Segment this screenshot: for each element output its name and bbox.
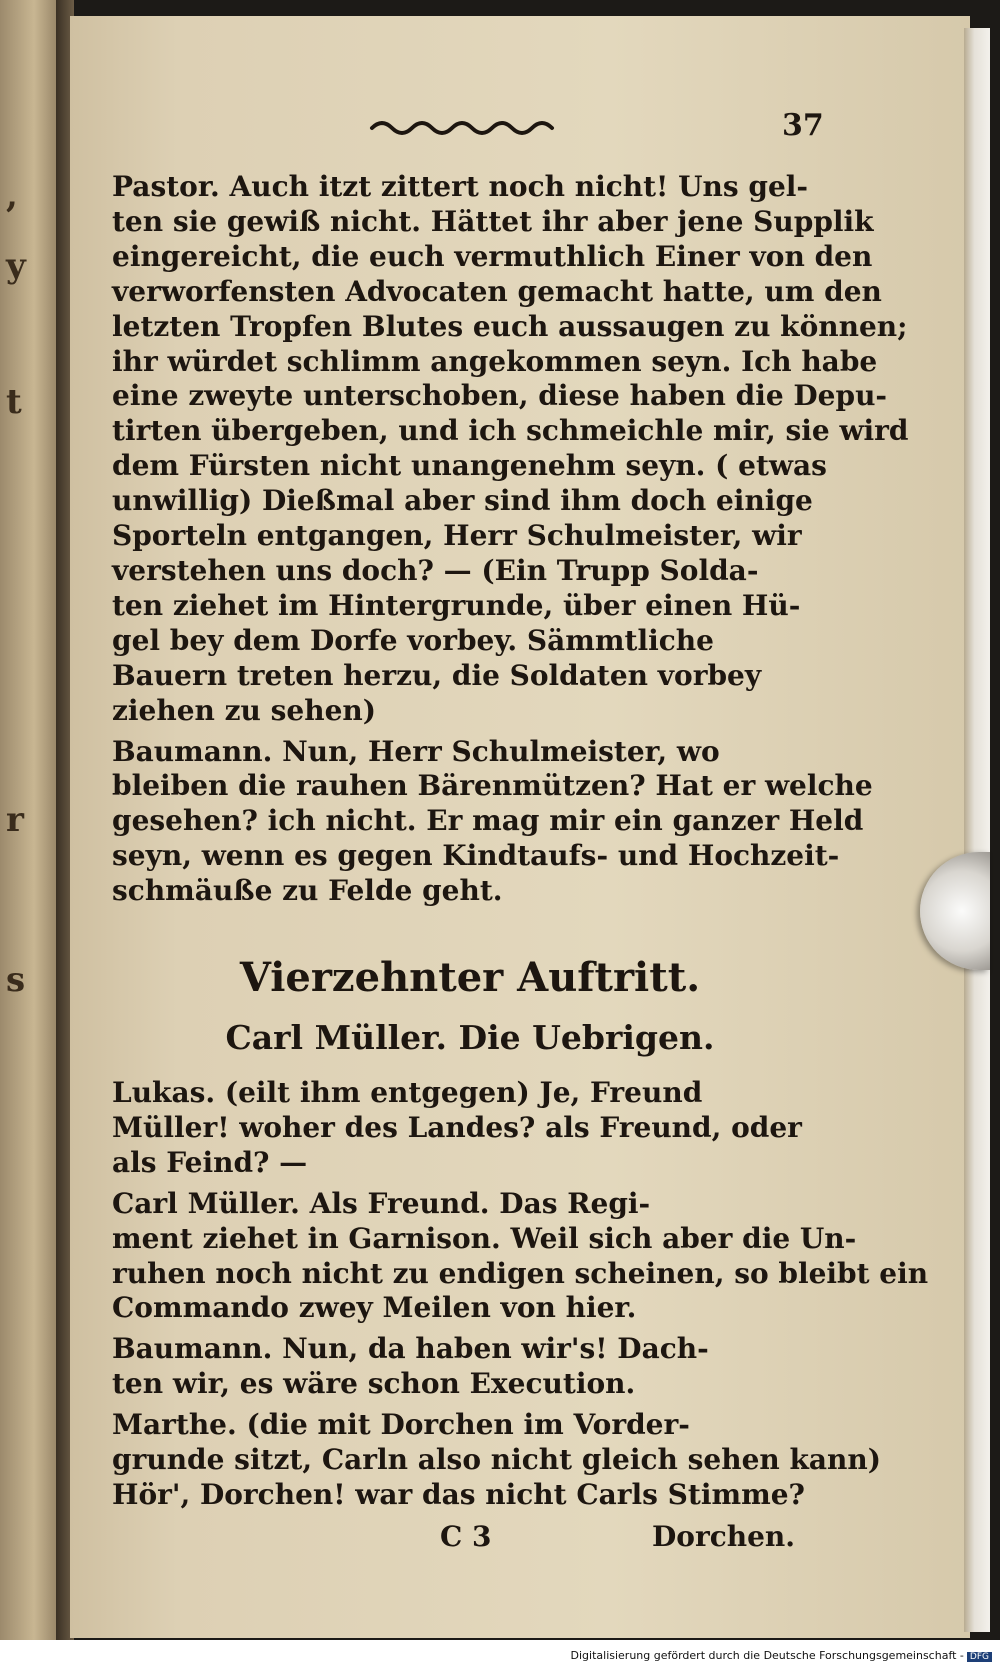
facing-page-fragment: , xyxy=(6,176,18,216)
text-line: verstehen uns doch? — (Ein Trupp Solda- xyxy=(112,553,759,587)
text-line: gesehen? ich nicht. Er mag mir ein ganzer Held xyxy=(112,804,864,838)
dialogue-block-top xyxy=(112,170,909,909)
text-line: Müller! woher des Landes? als Freund, oder xyxy=(112,1110,802,1144)
text-line: letzten Tropfen Blutes euch aussaugen zu können; xyxy=(112,309,908,343)
text-line: ten ziehet im Hintergrunde, über einen Hü- xyxy=(112,588,801,622)
text-line: verworfensten Advocaten gemacht hatte, um den xyxy=(112,274,882,308)
wave-ornament xyxy=(368,116,558,140)
digitization-credit xyxy=(571,1649,992,1662)
speech-carl-mueller xyxy=(112,1186,929,1327)
text-line: eine zweyte unterschoben, diese haben die Depu- xyxy=(112,379,888,413)
text-line: Baumann. Nun, Herr Schulmeister, wo xyxy=(112,734,720,768)
scene-title: Vierzehnter Auftritt. xyxy=(239,954,701,1001)
text-line: eingereicht, die euch vermuthlich Einer von den xyxy=(112,239,873,273)
text-line: Baumann. Nun, da haben wir's! Dach- xyxy=(112,1332,709,1366)
text-line: Commando zwey Meilen von hier. xyxy=(112,1291,637,1325)
text-line: gel bey dem Dorfe vorbey. Sämmtliche xyxy=(112,623,714,657)
page-stack-edge xyxy=(964,28,990,1632)
text-line: grunde sitzt, Carln also nicht gleich sehen kann) xyxy=(112,1443,882,1477)
text-line: ment ziehet in Garnison. Weil sich aber die Un- xyxy=(112,1221,857,1255)
speech-baumann xyxy=(112,734,873,910)
text-line: ihr würdet schlimm angekommen seyn. Ich habe xyxy=(112,344,878,378)
text-line: Sporteln entgangen, Herr Schulmeister, wir xyxy=(112,519,802,553)
dialogue-block-bottom xyxy=(112,1076,929,1513)
text-line: tirten übergeben, und ich schmeichle mir, sie wird xyxy=(112,414,909,448)
page-number: 37 xyxy=(782,108,824,143)
text-line: ziehen zu sehen) xyxy=(112,693,376,727)
speech-marthe xyxy=(112,1408,882,1513)
speech-lukas xyxy=(112,1076,822,1181)
text-line: ten sie gewiß nicht. Hättet ihr aber jene Supplik xyxy=(112,204,874,238)
credit-text: Digitalisierung gefördert durch die Deutsche Forschungsgemeinschaft - xyxy=(570,1649,964,1662)
text-line: als Feind? — xyxy=(112,1145,308,1179)
speech-pastor xyxy=(112,170,909,729)
facing-page-fragment: s xyxy=(6,960,26,1000)
speech-baumann-2 xyxy=(112,1332,822,1402)
text-line: ruhen noch nicht zu endigen scheinen, so bleibt ein xyxy=(112,1256,929,1290)
dfg-logo: DFG xyxy=(967,1652,992,1662)
facing-page-edge xyxy=(0,0,62,1640)
catchword: Dorchen. xyxy=(652,1520,796,1553)
text-line: dem Fürsten nicht unangenehm seyn. ( etwas xyxy=(112,449,827,483)
text-line: bleiben die rauhen Bärenmützen? Hat er welche xyxy=(112,769,873,803)
text-line: unwillig) Dießmal aber sind ihm doch einige xyxy=(112,484,813,518)
text-line: ten wir, es wäre schon Execution. xyxy=(112,1367,636,1401)
text-line: Carl Müller. Als Freund. Das Regi- xyxy=(112,1186,651,1220)
text-line: Lukas. (eilt ihm entgegen) Je, Freund xyxy=(112,1076,703,1109)
facing-page-fragment: r xyxy=(6,800,24,840)
signature-mark: C 3 xyxy=(440,1520,492,1553)
text-line: seyn, wenn es gegen Kindtaufs- und Hochzeit- xyxy=(112,839,840,873)
text-line: Pastor. Auch itzt zittert noch nicht! Uns gel- xyxy=(112,170,809,203)
text-line: schmäuße zu Felde geht. xyxy=(112,874,503,908)
text-line: Bauern treten herzu, die Soldaten vorbey xyxy=(112,658,762,692)
text-line: Marthe. (die mit Dorchen im Vorder- xyxy=(112,1408,690,1442)
scene-characters: Carl Müller. Die Uebrigen. xyxy=(225,1018,715,1057)
text-line: Hör', Dorchen! war das nicht Carls Stimme? xyxy=(112,1477,805,1511)
facing-page-fragment: t xyxy=(6,382,22,422)
facing-page-fragment: y xyxy=(6,246,26,286)
